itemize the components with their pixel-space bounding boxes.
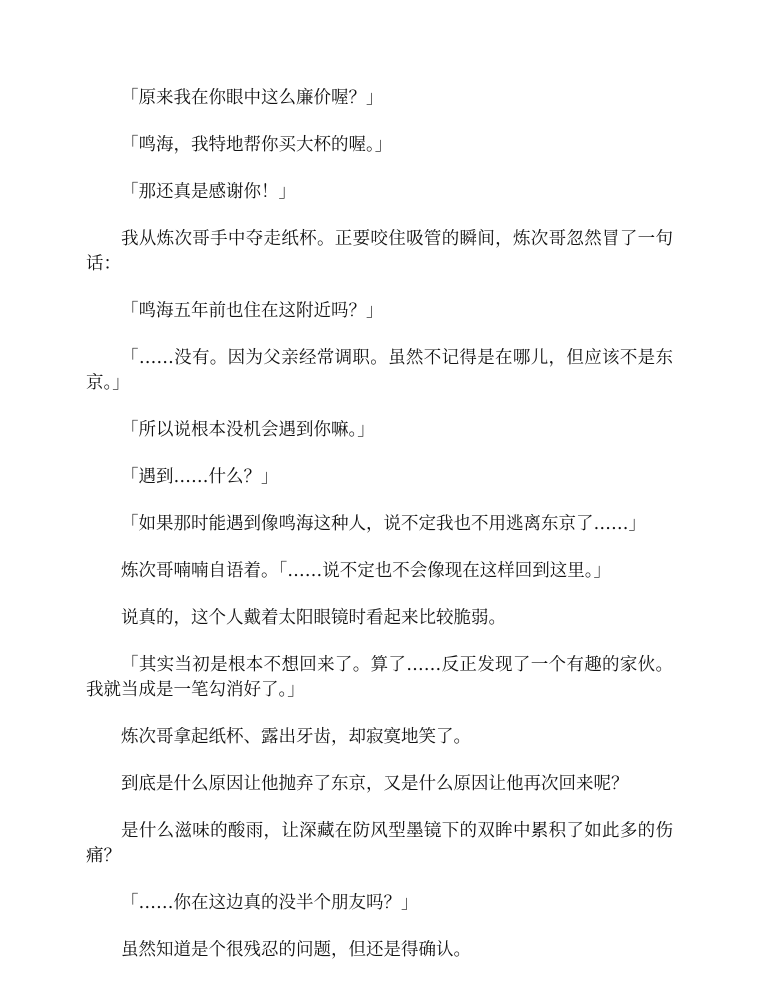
- paragraph: 我从炼次哥手中夺走纸杯。正要咬住吸管的瞬间，炼次哥忽然冒了一句话：: [86, 229, 673, 274]
- paragraph: 「如果那时能遇到像鸣海这种人，说不定我也不用逃离东京了……」: [121, 514, 646, 534]
- paragraph: 「其实当初是根本不想回来了。算了……反正发现了一个有趣的家伙。我就当成是一笔勾消好了。」: [86, 655, 673, 700]
- paragraph: 虽然知道是个很残忍的问题，但还是得确认。: [121, 940, 471, 960]
- paragraph: 炼次哥拿起纸杯、露出牙齿，却寂寞地笑了。: [121, 727, 471, 747]
- paragraph: 「那还真是感谢你！」: [121, 182, 296, 202]
- paragraph: 「原来我在你眼中这么廉价喔？」: [121, 88, 384, 108]
- paragraph: 「……没有。因为父亲经常调职。虽然不记得是在哪儿，但应该不是东京。」: [86, 348, 673, 393]
- paragraph: 「遇到……什么？」: [121, 467, 279, 487]
- paragraph: 「……你在这边真的没半个朋友吗？」: [121, 893, 419, 913]
- paragraph: 「鸣海五年前也住在这附近吗？」: [121, 301, 384, 321]
- paragraph: 是什么滋味的酸雨，让深藏在防风型墨镜下的双眸中累积了如此多的伤痛？: [86, 821, 673, 866]
- paragraph: 「鸣海，我特地帮你买大杯的喔。」: [121, 135, 393, 155]
- paragraph: 到底是什么原因让他抛弃了东京，又是什么原因让他再次回来呢？: [121, 774, 629, 794]
- paragraph: 炼次哥喃喃自语着。「……说不定也不会像现在这样回到这里。」: [121, 561, 611, 581]
- paragraph: 说真的，这个人戴着太阳眼镜时看起来比较脆弱。: [121, 608, 506, 628]
- paragraph: 「所以说根本没机会遇到你嘛。」: [121, 420, 375, 440]
